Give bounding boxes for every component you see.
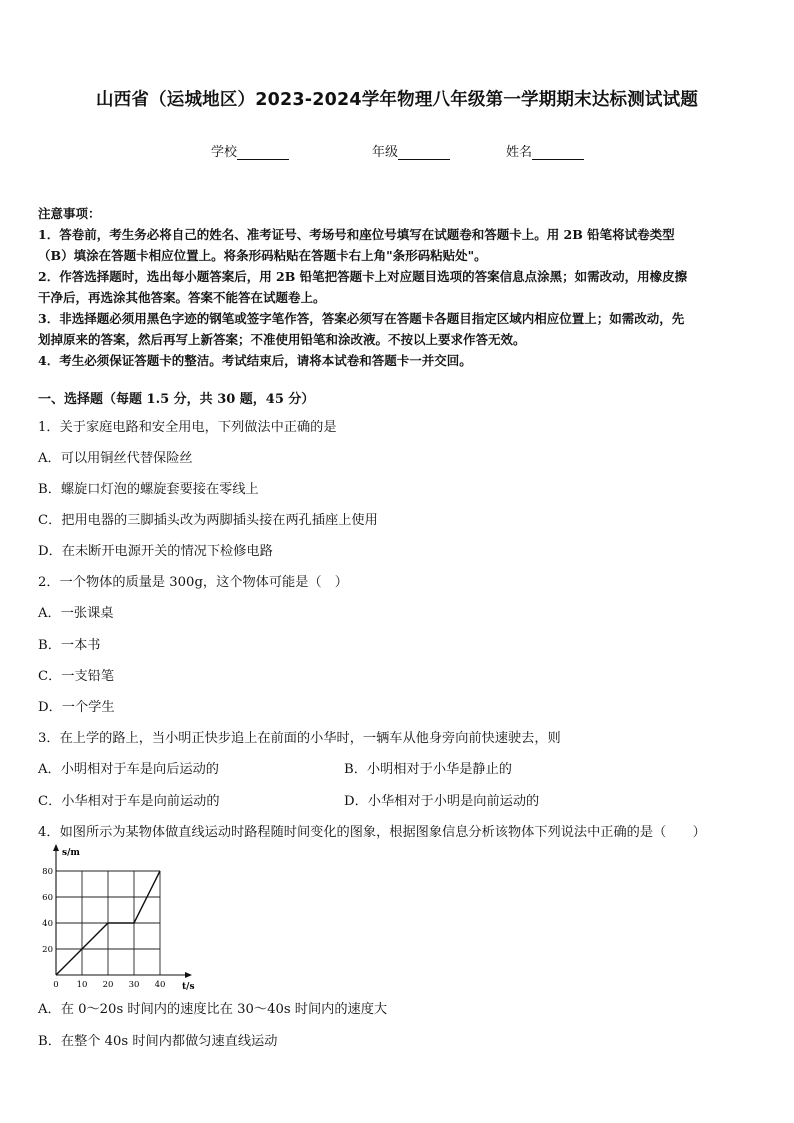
y-tick-label: 80 xyxy=(42,867,53,877)
question-1-option-a[interactable]: A．可以用铜丝代替保险丝 xyxy=(38,451,193,466)
y-axis-arrow xyxy=(53,844,59,851)
name-field[interactable] xyxy=(506,141,584,160)
x-tick-label: 10 xyxy=(76,980,88,990)
grade-field[interactable] xyxy=(372,141,450,160)
y-tick-label: 40 xyxy=(42,919,53,929)
student-info-fields xyxy=(0,141,794,161)
school-blank[interactable] xyxy=(237,145,289,160)
question-3-stem: 3．在上学的路上，当小明正快步追上在前面的小华时，一辆车从他身旁向前快速驶去，则 xyxy=(38,731,561,746)
x-axis-arrow xyxy=(185,972,192,978)
question-2-stem: 2．一个物体的质量是 300g，这个物体可能是（ ） xyxy=(38,575,348,590)
instruction-line: 4．考生必须保证答题卡的整洁。考试结束后，请将本试卷和答题卡一并交回。 xyxy=(38,353,472,368)
instruction-line: 划掉原来的答案，然后再写上新答案；不准使用铅笔和涂改液。不按以上要求作答无效。 xyxy=(38,332,526,347)
x-axis-label: t/s xyxy=(182,982,195,992)
question-1-option-b[interactable]: B．螺旋口灯泡的螺旋套要接在零线上 xyxy=(38,482,259,497)
x-tick-label: 30 xyxy=(128,980,140,990)
instruction-line: 2．作答选择题时，选出每小题答案后，用 2B 铅笔把答题卡上对应题目选项的答案信息点涂黑；如需改动，用橡皮擦 xyxy=(38,269,688,284)
question-1-stem: 1．关于家庭电路和安全用电，下列做法中正确的是 xyxy=(38,420,337,435)
y-tick-label: 60 xyxy=(42,893,53,903)
x-tick-label: 0 xyxy=(53,980,59,990)
section-heading: 一、选择题（每题 1.5 分，共 30 题，45 分） xyxy=(38,392,315,407)
question-3-option-c[interactable]: C．小华相对于车是向前运动的 xyxy=(38,794,220,809)
question-2-option-d[interactable]: D．一个学生 xyxy=(38,700,115,715)
instructions-heading: 注意事项： xyxy=(38,206,101,221)
instruction-line: 3．非选择题必须用黑色字迹的钢笔或签字笔作答，答案必须写在答题卡各题目指定区域内相应位置上；如需改动，先 xyxy=(38,311,685,326)
question-4-stem: 4．如图所示为某物体做直线运动时路程随时间变化的图象，根据图象信息分析该物体下列说法中正确的是（ ） xyxy=(38,825,706,840)
question-1-option-c[interactable]: C．把用电器的三脚插头改为两脚插头接在两孔插座上使用 xyxy=(38,513,378,528)
grade-blank[interactable] xyxy=(398,145,450,160)
question-2-option-a[interactable]: A．一张课桌 xyxy=(38,606,114,621)
st-graph xyxy=(30,843,210,993)
name-blank[interactable] xyxy=(532,145,584,160)
school-label: 学校 xyxy=(211,145,238,160)
question-2-option-b[interactable]: B．一本书 xyxy=(38,638,101,653)
grade-label: 年级 xyxy=(372,145,399,160)
y-tick-label: 20 xyxy=(42,945,53,955)
x-tick-label: 40 xyxy=(154,980,166,990)
name-label: 姓名 xyxy=(506,145,533,160)
question-2-option-c[interactable]: C．一支铅笔 xyxy=(38,669,115,684)
instruction-line: 1．答卷前，考生务必将自己的姓名、准考证号、考场号和座位号填写在试题卷和答题卡上。用 2B 铅笔将试卷类型 xyxy=(38,227,675,242)
question-3-option-b[interactable]: B．小明相对于小华是静止的 xyxy=(344,762,512,777)
question-4-option-a[interactable]: A．在 0～20s 时间内的速度比在 30～40s 时间内的速度大 xyxy=(38,1002,388,1017)
x-tick-label: 20 xyxy=(102,980,114,990)
instruction-line: （B）填涂在答题卡相应位置上。将条形码粘贴在答题卡右上角"条形码粘贴处"。 xyxy=(38,248,487,263)
instruction-line: 干净后，再选涂其他答案。答案不能答在试题卷上。 xyxy=(38,290,326,305)
y-axis-label: s/m xyxy=(62,848,80,858)
page-title: 山西省（运城地区）2023-2024学年物理八年级第一学期期末达标测试试题 xyxy=(95,90,699,110)
question-3-option-a[interactable]: A．小明相对于车是向后运动的 xyxy=(38,762,219,777)
question-3-option-d[interactable]: D．小华相对于小明是向前运动的 xyxy=(344,794,540,809)
question-4-option-b[interactable]: B．在整个 40s 时间内都做匀速直线运动 xyxy=(38,1034,278,1049)
school-field[interactable] xyxy=(211,141,289,160)
instructions xyxy=(38,203,758,371)
question-1-option-d[interactable]: D．在未断开电源开关的情况下检修电路 xyxy=(38,544,273,559)
